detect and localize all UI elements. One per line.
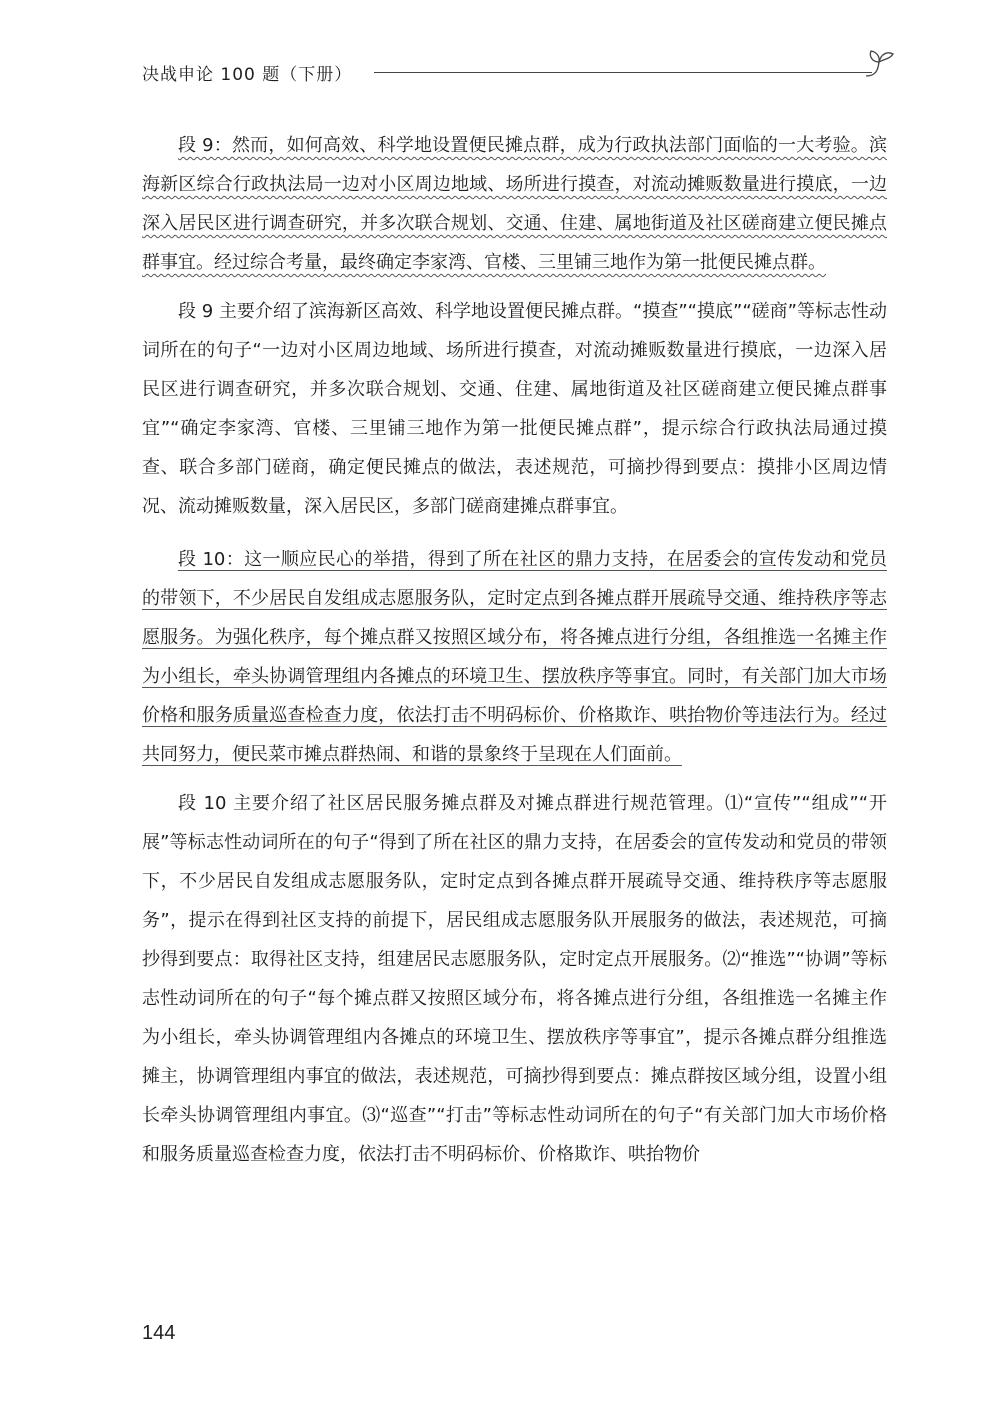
page-number: 144 xyxy=(142,1322,176,1344)
running-header xyxy=(142,52,902,92)
paragraph-text: 段 10：这一顺应民心的举措，得到了所在社区的鼎力支持，在居委会的宣传发动和党员的带领下，不少居民自发组成志愿服务队，定时定点到各摊点群开展疏导交通、维持秩序等志愿服务。为强化秩序，每个摊点群又按照区域分布，将各摊点进行分组，各组推选一名摊主作为小组长，牵头协调管理组内各摊点的环境卫生、摆放秩序等事宜。同时，有关部门加大市场价格和服务质量巡查检查力度，依法打击不明码标价、价格欺诈、哄抬物价等违法行为。经过共同努力，便民菜市摊点群热闹、和谐的景象终于呈现在人们面前。 xyxy=(142,549,887,765)
header-rule xyxy=(374,72,872,73)
paragraph-text: 段 9：然而，如何高效、科学地设置便民摊点群，成为行政执法部门面临的一大考验。滨海新区综合行政执法局一边对小区周边地域、场所进行摸查，对流动摊贩数量进行摸底，一边深入居民区进行调查研究，并多次联合规划、交通、住建、属地街道及社区磋商建立便民摊点群事宜。经过综合考量，最终确定李家湾、官楼、三里铺三地作为第一批便民摊点群。 xyxy=(142,135,887,273)
analysis-paragraph xyxy=(142,784,887,1174)
book-title: 决战申论 100 题（下册） xyxy=(142,65,353,85)
analysis-paragraph xyxy=(142,292,887,526)
source-paragraph xyxy=(142,126,887,282)
paragraph-text: 段 9 主要介绍了滨海新区高效、科学地设置便民摊点群。“摸查”“摸底”“磋商”等标志性动词所在的句子“一边对小区周边地域、场所进行摸查，对流动摊贩数量进行摸底，一边深入居民区进行调查研究，并多次联合规划、交通、住建、属地街道及社区磋商建立便民摊点群事宜”“确定李家湾、官楼、三里铺三地作为第一批便民摊点群”，提示综合行政执法局通过摸查、联合多部门磋商，确定便民摊点的做法，表述规范，可摘抄得到要点：摸排小区周边情况、流动摊贩数量，深入居民区，多部门磋商建摊点群事宜。 xyxy=(142,301,887,517)
source-paragraph xyxy=(142,540,887,774)
sprout-icon xyxy=(862,48,896,80)
paragraph-text: 段 10 主要介绍了社区居民服务摊点群及对摊点群进行规范管理。⑴“宣传”“组成”“开展”等标志性动词所在的句子“得到了所在社区的鼎力支持，在居委会的宣传发动和党员的带领下，不少居民自发组成志愿服务队，定时定点到各摊点群开展疏导交通、维持秩序等志愿服务”，提示在得到社区支持的前提下，居民组成志愿服务队开展服务的做法，表述规范，可摘抄得到要点：取得社区支持，组建居民志愿服务队，定时定点开展服务。⑵“推选”“协调”等标志性动词所在的句子“每个摊点群又按照区域分布，将各摊点进行分组，各组推选一名摊主作为小组长，牵头协调管理组内各摊点的环境卫生、摆放秩序等事宜”，提示各摊点群分组推选摊主，协调管理组内事宜的做法，表述规范，可摘抄得到要点：摊点群按区域分组，设置小组长牵头协调管理组内事宜。⑶“巡查”“打击”等标志性动词所在的句子“有关部门加大市场价格和服务质量巡查检查力度，依法打击不明码标价、价格欺诈、哄抬物价 xyxy=(142,793,887,1165)
body-text xyxy=(142,126,887,1188)
